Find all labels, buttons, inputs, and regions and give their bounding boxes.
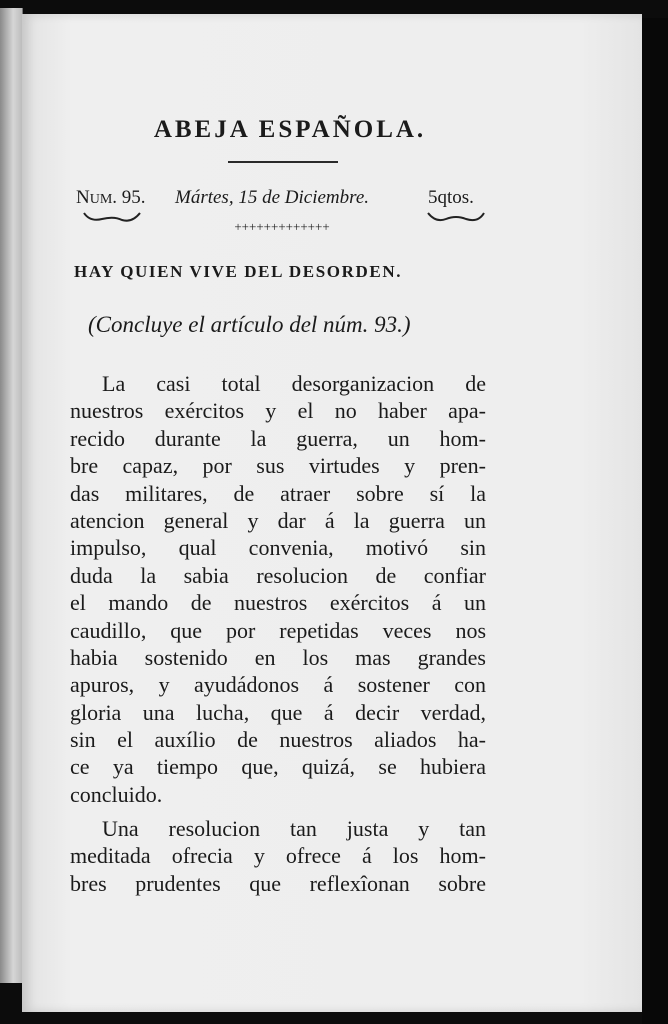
text-line: apuros, y ayudádonos á sostener con [70, 672, 486, 698]
scan-border [0, 984, 22, 1024]
text-line: nuestros exércitos y el no haber apa- [70, 398, 486, 424]
text-line: das militares, de atraer sobre sí la [70, 480, 486, 506]
text-line: bre capaz, por sus virtudes y pren- [70, 453, 486, 479]
issue-number: NUM. 95. [76, 187, 146, 208]
facing-page-edge [0, 8, 23, 983]
title-rule [228, 161, 338, 163]
paragraph-2 [70, 815, 486, 897]
periodical-title: ABEJA ESPAÑOLA. [153, 116, 427, 143]
right-swash-ornament [426, 210, 486, 224]
text-line: el mando de nuestros exércitos á un [70, 590, 486, 616]
cross-ornament-row: +++++++++++++ [234, 219, 330, 234]
text-line: concluido. [70, 781, 163, 807]
text-line: La casi total desorganizacion de [102, 371, 486, 396]
paragraph-1 [70, 370, 486, 808]
article-title: HAY QUIEN VIVE DEL DESORDEN. [74, 262, 403, 281]
text-line: impulso, qual convenia, motivó sin [70, 535, 486, 561]
text-line: ce ya tiempo que, quizá, se hubiera [70, 754, 486, 780]
left-swash-ornament [82, 210, 142, 224]
issue-date: Mártes, 15 de Diciembre. [175, 187, 369, 208]
text-line: habia sostenido en los mas grandes [70, 644, 486, 670]
text-line: bres prudentes que reflexîonan sobre [70, 870, 486, 896]
text-line: atencion general y dar á la guerra un [70, 507, 486, 533]
text-line: duda la sabia resolucion de confiar [70, 562, 486, 588]
text-line: caudillo, que por repetidas veces nos [70, 617, 486, 643]
scan-border-right [642, 18, 668, 1024]
issue-price: 5qtos. [428, 187, 474, 208]
text-line: meditada ofrecia y ofrece á los hom- [70, 843, 486, 869]
article-subtitle: (Concluye el artículo del núm. 93.) [88, 312, 411, 337]
text-line: Una resolucion tan justa y tan [102, 816, 486, 841]
text-line: recido durante la guerra, un hom- [70, 425, 486, 451]
text-line: sin el auxílio de nuestros aliados ha- [70, 727, 486, 753]
text-line: gloria una lucha, que á decir verdad, [70, 699, 486, 725]
